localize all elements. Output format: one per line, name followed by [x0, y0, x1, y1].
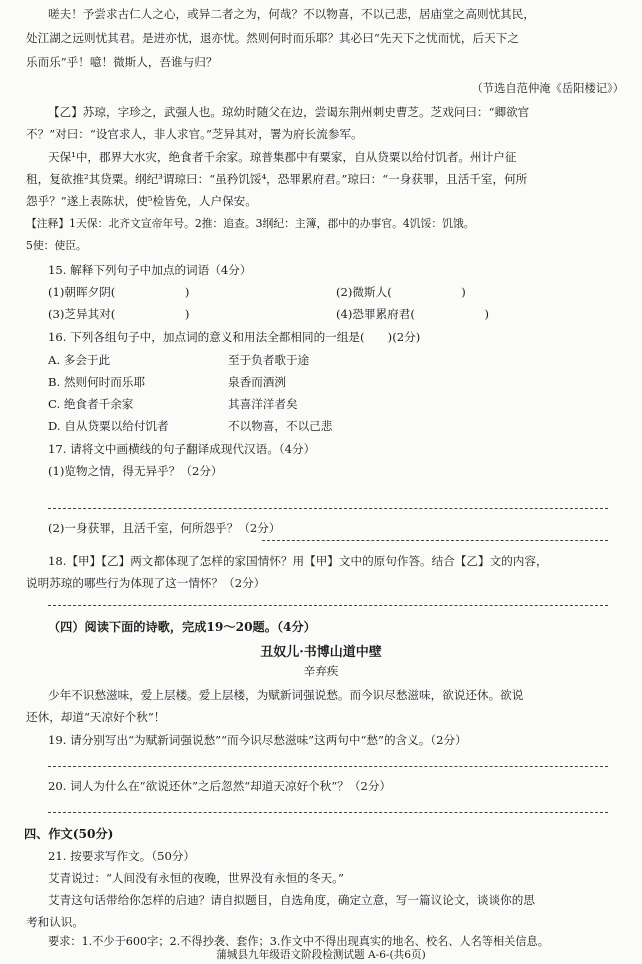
composition-line-2: 艾青这句话带给你怎样的启迪？请自拟题目，自选角度，确定立意，写一篇议论文，谈谈你的思: [48, 893, 535, 907]
passage-yi-line-3: 天保¹中，郡界大水灾，绝食者千余家。琼普集郡中有粟家，自从贷粟以给付饥者。州计户征: [48, 150, 517, 164]
q20-stem: 20. 词人为什么在“欲说还休”之后忽然“却道天凉好个秋”？（2分）: [48, 779, 392, 793]
q16-option-b: B. 然则何时而乐耶: [48, 375, 146, 389]
passage-yi-line-4: 租，复欲推²其贷粟。纲纪³谓琼曰：“虽矜饥馁⁴，恐罪累府君。”琼曰：“一身获罪，且活千室，何所: [26, 172, 528, 186]
poem-author: 辛弃疾: [303, 664, 339, 678]
passage-jia-source: （节选自范仲淹《岳阳楼记》）: [471, 82, 624, 95]
q17-answer-line-2: [262, 540, 608, 541]
q15-stem: 15. 解释下列句子中加点的词语（4分）: [48, 263, 252, 277]
composition-heading: 四、作文(50分): [24, 827, 114, 841]
poem-line-2: 还休，却道“天凉好个秋”！: [26, 710, 166, 724]
composition-line-1: 艾青说过：“人间没有永恒的夜晚，世界没有永恒的冬天。”: [48, 871, 344, 885]
page-footer: 蒲城县九年级语文阶段检测试题 A-6-(共6页): [216, 949, 426, 961]
q18-line-2: 说明苏琼的哪些行为体现了这一情怀？（2分）: [26, 576, 266, 590]
passage-jia-line-2: 处江湖之远则忧其君。是进亦忧，退亦忧。然则何时而乐耶？其必曰“先天下之忧而忧，后天下之: [26, 31, 519, 45]
notes-line-2: 5使：使臣。: [26, 239, 87, 252]
q18-line-1: 18.【甲】【乙】两文都体现了怎样的家国情怀？用【甲】文中的原句作答。结合【乙】文的内容，: [48, 554, 548, 568]
q15-option-3: (3)芝异其对( ): [48, 307, 190, 321]
q19-answer-line: [48, 766, 608, 767]
composition-q21: 21. 按要求写作文。（50分）: [48, 849, 196, 863]
composition-line-3: 考和认识。: [26, 915, 84, 929]
q17-stem: 17. 请将文中画横线的句子翻译成现代汉语。（4分）: [48, 442, 316, 456]
q16-option-b-pair: 泉香而酒洌: [228, 375, 286, 389]
composition-requirements: 要求：1.不少于600字；2.不得抄袭、套作；3.作文中不得出现真实的地名、校名、人名等相关信息。: [48, 935, 549, 948]
poem-section-heading: （四）阅读下面的诗歌，完成19～20题。（4分）: [48, 620, 316, 634]
q19-stem: 19. 请分别写出“为赋新词强说愁”“而今识尽愁滋味”这两句中“愁”的含义。（2分）: [48, 733, 467, 747]
q17-item-2: (2)一身获罪，且活千室，何所怨乎？（2分）: [48, 521, 281, 535]
q18-answer-line: [48, 605, 608, 606]
q20-answer-line: [48, 812, 608, 813]
q15-option-4: (4)恐罪累府君( ): [336, 307, 490, 321]
q17-item-1: (1)览物之情，得无异乎？（2分）: [48, 464, 223, 478]
q16-option-a-pair: 至于负者歌于途: [228, 353, 310, 367]
passage-jia-line-1: 嗟夫！予尝求古仁人之心，或异二者之为，何哉？不以物喜，不以己悲，居庙堂之高则忧其民，: [48, 7, 535, 21]
q16-option-d-pair: 不以物喜，不以己悲: [228, 419, 333, 433]
passage-jia-line-3: 乐而乐”乎！噫！微斯人，吾谁与归？: [26, 55, 218, 69]
passage-yi-line-1: 【乙】苏琼，字珍之，武强人也。琼幼时随父在边，尝谒东荆州刺史曹芝。芝戏问曰：“卿欲官: [48, 105, 530, 119]
q17-answer-line-1: [48, 508, 608, 509]
q16-stem: 16. 下列各组句子中，加点词的意义和用法全都相同的一组是( )(2分): [48, 330, 421, 344]
q15-option-2: (2)微斯人( ): [336, 285, 466, 299]
poem-title: 丑奴儿·书博山道中壁: [260, 645, 382, 660]
notes-line-1: 【注释】1天保：北齐文宣帝年号。2推：追查。3纲纪：主簿，郡中的办事官。4饥馁：饥饿。: [26, 217, 475, 230]
q15-option-1: (1)朝晖夕阴( ): [48, 285, 190, 299]
q16-option-a: A. 多会于此: [48, 353, 111, 367]
passage-yi-line-5: 怨乎？”遂上表陈状，使⁵检皆免，人户保安。: [26, 194, 257, 208]
q16-option-c: C. 绝食者千余家: [48, 397, 134, 411]
poem-line-1: 少年不识愁滋味，爱上层楼。爱上层楼，为赋新词强说愁。而今识尽愁滋味，欲说还休。欲说: [48, 688, 524, 702]
passage-yi-line-2: 不？”对曰：“设官求人，非人求官。”芝异其对，署为府长流参军。: [26, 127, 363, 141]
q16-option-c-pair: 其喜洋洋者矣: [228, 397, 298, 411]
q16-option-d: D. 自从贷粟以给付饥者: [48, 419, 169, 433]
